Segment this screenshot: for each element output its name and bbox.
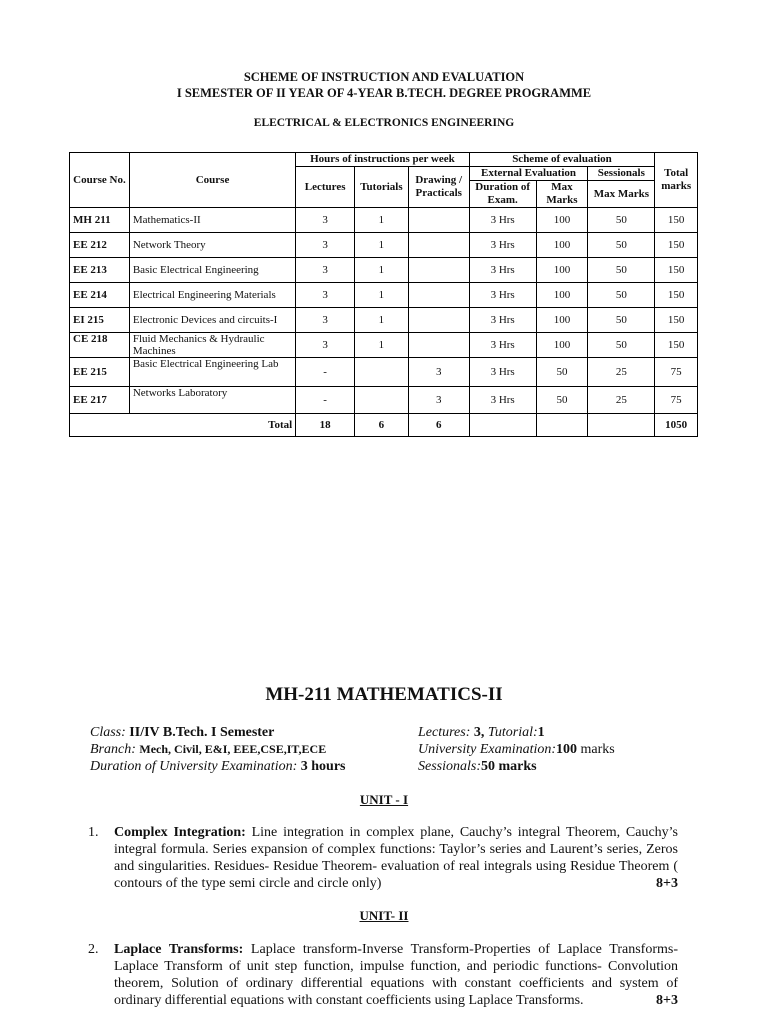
branch-value: Mech, Civil, E&I, EEE,CSE,IT,ECE: [139, 742, 327, 756]
branch-label: Branch:: [90, 742, 136, 757]
total-cell: 75: [655, 358, 698, 387]
table-row: [70, 333, 698, 358]
lectures-cell: 3: [296, 258, 355, 283]
total-cell: 150: [655, 283, 698, 308]
header-sessionals: Sessionals: [588, 167, 655, 181]
class-value: II/IV B.Tech. I Semester: [129, 725, 275, 740]
item-number: 2.: [88, 942, 99, 957]
hours-value: 8+3: [656, 876, 678, 891]
table-row: [70, 308, 698, 333]
header-drawing: Drawing / Practicals: [408, 167, 469, 208]
practicals-cell: 3: [408, 387, 469, 414]
practicals-cell: [408, 233, 469, 258]
total-label: Total: [70, 414, 296, 437]
lectures-cell: 3: [296, 283, 355, 308]
max-marks-cell: 100: [536, 233, 588, 258]
lectures-cell: 3: [296, 308, 355, 333]
subject-meta-left: [90, 724, 346, 775]
empty-cell: [536, 414, 588, 437]
total-lectures: 18: [296, 414, 355, 437]
duration-cell: 3 Hrs: [469, 308, 536, 333]
header-scheme: Scheme of evaluation: [469, 153, 655, 167]
practicals-cell: [408, 208, 469, 233]
duration-cell: 3 Hrs: [469, 283, 536, 308]
sessional-cell: 50: [588, 233, 655, 258]
duration-cell: 3 Hrs: [469, 387, 536, 414]
course-name: Mathematics-II: [129, 208, 295, 233]
header-total: Total marks: [655, 153, 698, 208]
lectures-cell: 3: [296, 333, 355, 358]
max-marks-cell: 50: [536, 387, 588, 414]
sessional-cell: 25: [588, 387, 655, 414]
sessional-cell: 50: [588, 258, 655, 283]
course-code: EE 212: [70, 233, 130, 258]
sessionals-label: Sessionals:: [418, 759, 481, 774]
scheme-table: [69, 152, 698, 437]
course-name: Basic Electrical Engineering Lab: [129, 358, 295, 387]
course-code: MH 211: [70, 208, 130, 233]
document-subtitle: I SEMESTER OF II YEAR OF 4-YEAR B.TECH. DEGREE PROGRAMME: [176, 86, 592, 100]
class-label: Class:: [90, 725, 126, 740]
practicals-cell: [408, 283, 469, 308]
course-code: EE 214: [70, 283, 130, 308]
header-lectures: Lectures: [296, 167, 355, 208]
course-code: EE 215: [70, 358, 130, 387]
header-duration: Duration of Exam.: [469, 181, 536, 208]
unit-heading: UNIT - I: [359, 792, 409, 807]
lectures-label: Lectures:: [418, 725, 471, 740]
course-name: Electronic Devices and circuits-I: [129, 308, 295, 333]
lectures-cell: 3: [296, 208, 355, 233]
grand-total: 1050: [655, 414, 698, 437]
header-course: Course: [129, 153, 295, 208]
duration-cell: 3 Hrs: [469, 258, 536, 283]
header-hours: Hours of instructions per week: [296, 153, 469, 167]
sessional-cell: 50: [588, 308, 655, 333]
total-cell: 150: [655, 258, 698, 283]
exam-value: 100: [556, 742, 578, 757]
header-tutorials: Tutorials: [355, 167, 409, 208]
topic-text: Line integration in complex plane, Cauchy’s integral Theorem, Cauchy’s integral formula. Series expansion of complex functions: Taylor’s series and Laurent’s series, Zeros and singularities. Residues- Residue Theorem- evaluation of real integrals using Residue Theorem ( contours of the type semi circle and circle only): [114, 825, 678, 891]
total-row: [70, 414, 698, 437]
total-cell: 150: [655, 308, 698, 333]
duration-cell: 3 Hrs: [469, 358, 536, 387]
header-max-marks: Max Marks: [536, 181, 588, 208]
total-cell: 150: [655, 208, 698, 233]
total-practicals: 6: [408, 414, 469, 437]
total-cell: 150: [655, 333, 698, 358]
table-row: [70, 358, 698, 387]
lectures-cell: 3: [296, 233, 355, 258]
lectures-cell: -: [296, 387, 355, 414]
course-name: Basic Electrical Engineering: [129, 258, 295, 283]
unit-paragraph: [88, 941, 678, 1009]
duration-cell: 3 Hrs: [469, 208, 536, 233]
tutorials-cell: [355, 358, 409, 387]
subject-meta-right: [418, 724, 615, 775]
topic-title: Complex Integration:: [114, 825, 246, 840]
tutorials-cell: 1: [355, 308, 409, 333]
header-external: External Evaluation: [469, 167, 588, 181]
sessional-cell: 50: [588, 208, 655, 233]
branch-heading: ELECTRICAL & ELECTRONICS ENGINEERING: [253, 117, 515, 129]
total-tutorials: 6: [355, 414, 409, 437]
empty-cell: [588, 414, 655, 437]
max-marks-cell: 100: [536, 208, 588, 233]
max-marks-cell: 100: [536, 308, 588, 333]
practicals-cell: [408, 333, 469, 358]
practicals-cell: [408, 258, 469, 283]
practicals-cell: 3: [408, 358, 469, 387]
sessional-cell: 50: [588, 333, 655, 358]
exam-label: University Examination:: [418, 742, 557, 757]
topic-text: Laplace transform-Inverse Transform-Properties of Laplace Transforms- Laplace Transform of unit step function, impulse function, and periodic functions- Convolution theorem, Solution of ordinary differential equations with constant coefficients and system of ordinary differential equations with constant coefficients using Laplace Transforms.: [114, 942, 678, 1008]
duration-value: 3 hours: [300, 759, 346, 774]
hours-value: 8+3: [656, 993, 678, 1008]
sessional-cell: 25: [588, 358, 655, 387]
tutorials-cell: [355, 387, 409, 414]
max-marks-cell: 100: [536, 333, 588, 358]
tutorial-value: 1: [537, 725, 545, 740]
lectures-cell: -: [296, 358, 355, 387]
table-row: [70, 387, 698, 414]
course-name: Electrical Engineering Materials: [129, 283, 295, 308]
table-row: [70, 208, 698, 233]
total-cell: 150: [655, 233, 698, 258]
topic-title: Laplace Transforms:: [114, 942, 244, 957]
tutorials-cell: 1: [355, 283, 409, 308]
tutorial-label: Tutorial:: [487, 725, 538, 740]
duration-cell: 3 Hrs: [469, 333, 536, 358]
document-title: SCHEME OF INSTRUCTION AND EVALUATION: [243, 70, 525, 84]
unit-paragraph: [88, 824, 678, 892]
subject-title: MH-211 MATHEMATICS-II: [265, 684, 503, 705]
duration-label: Duration of University Examination:: [90, 759, 298, 774]
course-name: Network Theory: [129, 233, 295, 258]
course-code: CE 218: [70, 333, 130, 358]
item-number: 1.: [88, 825, 99, 840]
tutorials-cell: 1: [355, 208, 409, 233]
unit-heading: UNIT- II: [359, 908, 409, 923]
table-row: [70, 233, 698, 258]
max-marks-cell: 100: [536, 258, 588, 283]
tutorials-cell: 1: [355, 258, 409, 283]
practicals-cell: [408, 308, 469, 333]
tutorials-cell: 1: [355, 333, 409, 358]
exam-unit: marks: [580, 742, 615, 757]
course-name: Fluid Mechanics & Hydraulic Machines: [129, 333, 295, 358]
max-marks-cell: 50: [536, 358, 588, 387]
course-name: Networks Laboratory: [129, 387, 295, 414]
total-cell: 75: [655, 387, 698, 414]
table-row: [70, 258, 698, 283]
max-marks-cell: 100: [536, 283, 588, 308]
header-sessional-max: Max Marks: [588, 181, 655, 208]
tutorials-cell: 1: [355, 233, 409, 258]
lectures-value: 3,: [473, 725, 485, 740]
course-code: EE 213: [70, 258, 130, 283]
sessional-cell: 50: [588, 283, 655, 308]
sessionals-value: 50 marks: [481, 759, 537, 774]
empty-cell: [469, 414, 536, 437]
duration-cell: 3 Hrs: [469, 233, 536, 258]
header-course-no: Course No.: [70, 153, 130, 208]
course-code: EI 215: [70, 308, 130, 333]
table-row: [70, 283, 698, 308]
course-code: EE 217: [70, 387, 130, 414]
